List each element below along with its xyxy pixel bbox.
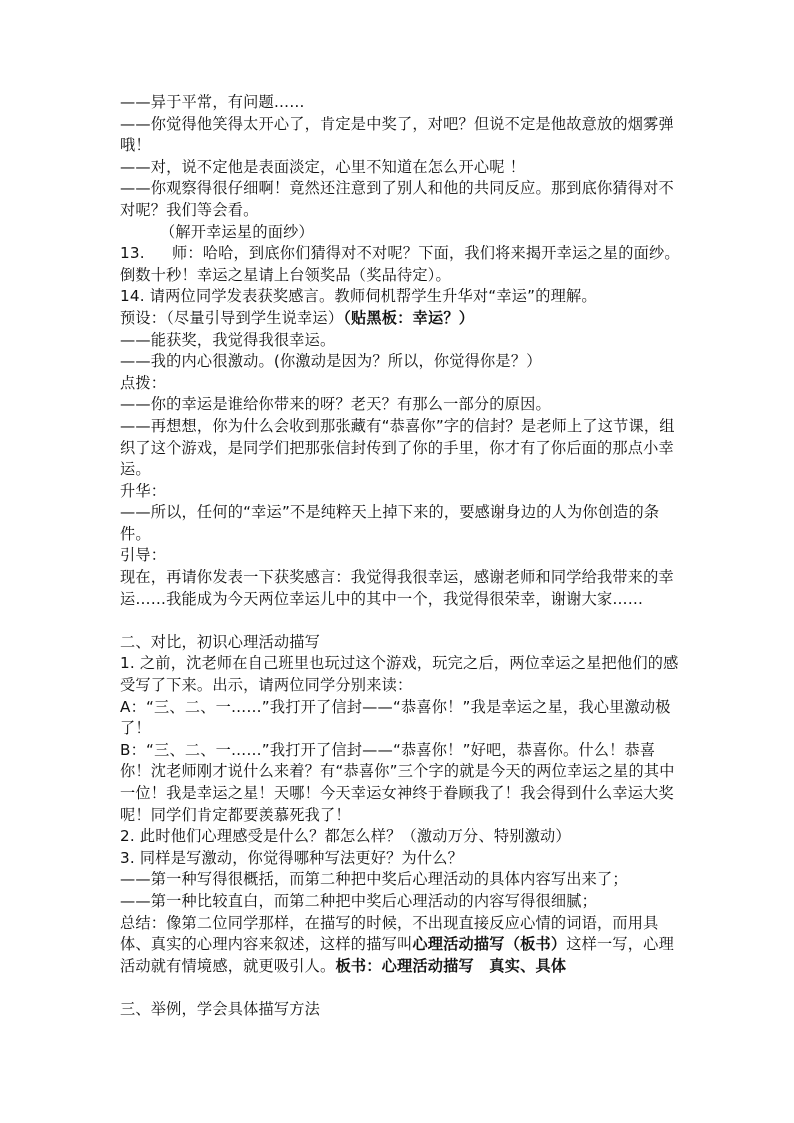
summary-text-cont: 这样一写，心理活动就有情境感，就更吸引人。: [120, 935, 674, 975]
text-line: ——异于平常，有问题……: [120, 93, 305, 111]
text-line: （解开幸运星的面纱）: [160, 222, 314, 241]
item-number: 13.: [120, 244, 145, 263]
text-line: 点拨：: [120, 373, 167, 392]
text-line: B：“三、二、一……”我打开了信封——“恭喜你！”好吧，恭喜你。什么！恭喜你！沈老师刚才说什么来着？有“恭喜你”三个字的就是今天的两位幸运之星的其中一位！我是幸运之星！天哪！今天幸运女神终于眷顾我了！我会得到什么幸运大奖呢！同学们肯定都要羡慕死我了！: [120, 740, 675, 824]
preset-label: 预设：（尽量引导到学生说幸运）: [120, 308, 344, 327]
blackboard-summary: 板书：心理活动描写 真实、具体: [335, 956, 567, 975]
text-line: [120, 243, 680, 286]
text-line: 升华：: [120, 481, 167, 500]
text-line: A：“三、二、一……”我打开了信封——“恭喜你！”我是幸运之星，我心里激动极了！: [120, 697, 671, 738]
summary-text: 总结：像第二位同学那样，在描写的时候，不出现直接反应心情的词语，而用具体、真实的心理内容来叙述，这样的描写叫: [120, 913, 659, 954]
text-line: ——对，说不定他是表面淡定，心里不知道在怎么开心呢 ！: [120, 157, 526, 176]
item-text: 师：哈哈，到底你们猜得对不对呢？下面，我们将来揭开幸运之星的面纱。倒数十秒！幸运之星请上台领奖品（奖品待定）。: [120, 244, 680, 284]
spacer: [120, 977, 680, 999]
text-line: ——第一种比较直白，而第二种把中奖后心理活动的内容写得很细腻；: [120, 891, 598, 910]
section-heading: 三、举例，学会具体描写方法: [120, 999, 321, 1018]
section-heading: 二、对比，初识心理活动描写: [120, 632, 321, 651]
text-line: 3. 同样是写激动，你觉得哪种写法更好？为什么？: [120, 848, 464, 867]
text-line: 14. 请两位同学发表获奖感言。教师伺机帮学生升华对“幸运”的理解。: [120, 287, 597, 306]
document-body: [120, 92, 680, 1021]
text-line: ——所以，任何的“幸运”不是纯粹天上掉下来的，要感谢身边的人为你创造的条件。: [120, 503, 660, 543]
text-line: ——你觉得他笑得太开心了，肯定是中奖了，对吧？但说不定是他故意放的烟雾弹哦！: [120, 114, 674, 155]
spacer: [120, 610, 680, 632]
text-line: ——第一种写得很概括，而第二种把中奖后心理活动的具体内容写出来了；: [120, 870, 628, 889]
text-line: 1. 之前，沈老师在自己班里也玩过这个游戏，玩完之后，两位幸运之星把他们的感受写了下来。出示，请两位同学分别来读：: [120, 654, 679, 695]
blackboard-note: （贴黑板：幸运？）: [343, 308, 475, 327]
summary-bold-term: 心理活动描写（板书）: [412, 935, 567, 954]
text-line: ——我的内心很激动。(你激动是因为？所以，你觉得你是？）: [120, 352, 542, 371]
text-line: ——能获奖，我觉得我很幸运。: [120, 330, 336, 349]
summary-paragraph: [120, 913, 680, 978]
text-line: ——你的幸运是谁给你带来的呀？老天？有那么一部分的原因。: [120, 395, 551, 414]
text-line: 现在，再请你发表一下获奖感言：我觉得我很幸运，感谢老师和同学给我带来的幸运……我能成为今天两位幸运儿中的其中一个，我觉得很荣幸，谢谢大家……: [120, 568, 674, 608]
text-line: ——再想想，你为什么会收到那张藏有“恭喜你”字的信封？是老师上了这节课，组织了这个游戏，是同学们把那张信封传到了你的手里，你才有了你后面的那点小幸运。: [120, 416, 675, 479]
text-line: 引导：: [120, 546, 167, 565]
text-line: 2. 此时他们心理感受是什么？都怎么样？（激动万分、特别激动）: [120, 827, 571, 846]
text-line: [120, 308, 680, 330]
text-line: ——你观察得很仔细啊！竟然还注意到了别人和他的共同反应。那到底你猜得对不对呢？我们等会看。: [120, 179, 674, 219]
